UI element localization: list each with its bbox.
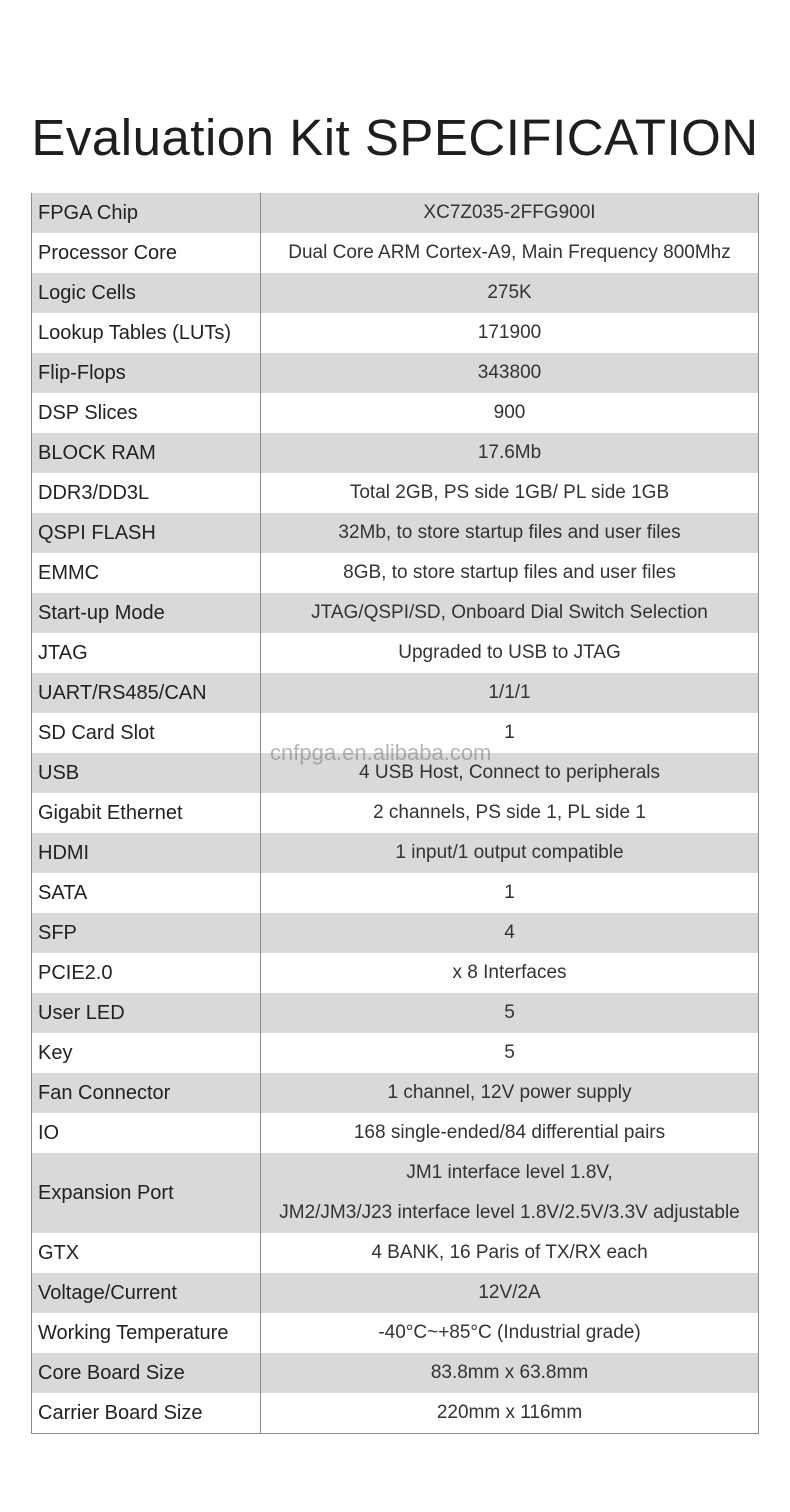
spec-value-line: 12V/2A — [478, 1282, 541, 1303]
spec-value — [261, 1113, 758, 1153]
spec-value-line: -40°C~+85°C (Industrial grade) — [378, 1322, 641, 1343]
spec-value — [261, 473, 758, 513]
spec-value — [261, 873, 758, 913]
spec-label: FPGA Chip — [32, 193, 261, 233]
spec-label: SFP — [32, 913, 261, 953]
spec-value-line: 220mm x 116mm — [436, 1402, 583, 1423]
spec-value-line: 343800 — [477, 362, 542, 383]
spec-row — [32, 353, 758, 393]
spec-row — [32, 993, 758, 1033]
spec-value-line: 275K — [487, 282, 532, 303]
spec-label: Working Temperature — [32, 1313, 261, 1353]
spec-value-line: Dual Core ARM Cortex-A9, Main Frequency 800Mhz — [288, 242, 731, 263]
spec-label: BLOCK RAM — [32, 433, 261, 473]
spec-label: GTX — [32, 1233, 261, 1273]
spec-value — [261, 313, 758, 353]
spec-label: Voltage/Current — [32, 1273, 261, 1313]
spec-row — [32, 793, 758, 833]
spec-label: User LED — [32, 993, 261, 1033]
spec-label: Expansion Port — [32, 1153, 261, 1233]
spec-row — [32, 673, 758, 713]
spec-value — [261, 793, 758, 833]
spec-label: Flip-Flops — [32, 353, 261, 393]
spec-row — [32, 913, 758, 953]
spec-value-line: 4 BANK, 16 Paris of TX/RX each — [371, 1242, 648, 1263]
spec-label: Processor Core — [32, 233, 261, 273]
spec-value-line: 900 — [493, 402, 526, 423]
spec-value — [261, 553, 758, 593]
spec-value — [261, 1353, 758, 1393]
spec-row — [32, 1033, 758, 1073]
spec-value — [261, 353, 758, 393]
spec-row — [32, 1153, 758, 1233]
spec-label: DDR3/DD3L — [32, 473, 261, 513]
spec-row — [32, 1113, 758, 1153]
spec-value-line: 4 — [504, 922, 515, 943]
spec-value-line: Total 2GB, PS side 1GB/ PL side 1GB — [349, 482, 670, 503]
spec-value-line: 1/1/1 — [488, 682, 531, 703]
spec-value-line: 1 — [504, 722, 515, 743]
spec-row — [32, 953, 758, 993]
spec-value-line: 32Mb, to store startup files and user files — [338, 522, 681, 543]
spec-label: SD Card Slot — [32, 713, 261, 753]
spec-label: UART/RS485/CAN — [32, 673, 261, 713]
spec-value — [261, 1313, 758, 1353]
spec-value-line: JM1 interface level 1.8V, — [406, 1162, 613, 1183]
spec-row — [32, 873, 758, 913]
spec-value — [261, 993, 758, 1033]
spec-value — [261, 593, 758, 633]
spec-value-line: Upgraded to USB to JTAG — [398, 642, 621, 663]
spec-value — [261, 953, 758, 993]
spec-value — [261, 913, 758, 953]
spec-value — [261, 273, 758, 313]
spec-label: Lookup Tables (LUTs) — [32, 313, 261, 353]
spec-value — [261, 633, 758, 673]
spec-label: EMMC — [32, 553, 261, 593]
spec-value-line: 1 — [504, 882, 515, 903]
spec-label: Carrier Board Size — [32, 1393, 261, 1433]
spec-value-line: 168 single-ended/84 differential pairs — [353, 1122, 666, 1143]
spec-value-line: JTAG/QSPI/SD, Onboard Dial Switch Selection — [311, 602, 708, 623]
spec-value — [261, 233, 758, 273]
spec-value — [261, 513, 758, 553]
spec-value — [261, 1233, 758, 1273]
spec-label: DSP Slices — [32, 393, 261, 433]
spec-value — [261, 833, 758, 873]
spec-label: JTAG — [32, 633, 261, 673]
spec-value-line: 4 USB Host, Connect to peripherals — [359, 762, 660, 783]
spec-label: IO — [32, 1113, 261, 1153]
spec-value — [261, 1153, 758, 1233]
spec-row — [32, 1073, 758, 1113]
spec-value — [261, 393, 758, 433]
spec-value-line: x 8 Interfaces — [452, 962, 567, 983]
spec-value-line: 171900 — [477, 322, 542, 343]
spec-label: Logic Cells — [32, 273, 261, 313]
spec-value — [261, 1073, 758, 1113]
spec-value — [261, 1393, 758, 1433]
spec-value — [261, 433, 758, 473]
spec-row — [32, 193, 758, 233]
page-title: Evaluation Kit SPECIFICATION — [31, 109, 759, 166]
spec-label: Fan Connector — [32, 1073, 261, 1113]
spec-label: Start-up Mode — [32, 593, 261, 633]
spec-value — [261, 193, 758, 233]
spec-row — [32, 1353, 758, 1393]
spec-row — [32, 233, 758, 273]
spec-row — [32, 273, 758, 313]
spec-row — [32, 313, 758, 353]
spec-value-line: 1 channel, 12V power supply — [387, 1082, 632, 1103]
spec-row — [32, 1313, 758, 1353]
spec-table — [31, 193, 759, 1434]
spec-value-line: 83.8mm x 63.8mm — [430, 1362, 589, 1383]
spec-value-line: 17.6Mb — [477, 442, 542, 463]
spec-value — [261, 1273, 758, 1313]
spec-value-line: 1 input/1 output compatible — [395, 842, 624, 863]
spec-label: HDMI — [32, 833, 261, 873]
spec-label: Key — [32, 1033, 261, 1073]
spec-row — [32, 393, 758, 433]
spec-row — [32, 513, 758, 553]
spec-label: Gigabit Ethernet — [32, 793, 261, 833]
spec-value-line: XC7Z035-2FFG900I — [423, 202, 596, 223]
spec-row — [32, 473, 758, 513]
spec-row — [32, 1233, 758, 1273]
spec-label: PCIE2.0 — [32, 953, 261, 993]
spec-row — [32, 433, 758, 473]
spec-row — [32, 593, 758, 633]
spec-value-line: 5 — [504, 1042, 515, 1063]
spec-value-line: 5 — [504, 1002, 515, 1023]
spec-label: SATA — [32, 873, 261, 913]
spec-value — [261, 1033, 758, 1073]
spec-row — [32, 1273, 758, 1313]
spec-value-line: 8GB, to store startup files and user files — [343, 562, 676, 583]
spec-row — [32, 633, 758, 673]
spec-value-line: 2 channels, PS side 1, PL side 1 — [373, 802, 646, 823]
spec-row — [32, 1393, 758, 1433]
watermark: cnfpga.en.alibaba.com — [270, 740, 492, 765]
spec-label: QSPI FLASH — [32, 513, 261, 553]
spec-label: USB — [32, 753, 261, 793]
spec-row — [32, 553, 758, 593]
spec-label: Core Board Size — [32, 1353, 261, 1393]
spec-value-line: JM2/JM3/J23 interface level 1.8V/2.5V/3.3V adjustable — [279, 1202, 740, 1223]
spec-value — [261, 673, 758, 713]
spec-row — [32, 833, 758, 873]
